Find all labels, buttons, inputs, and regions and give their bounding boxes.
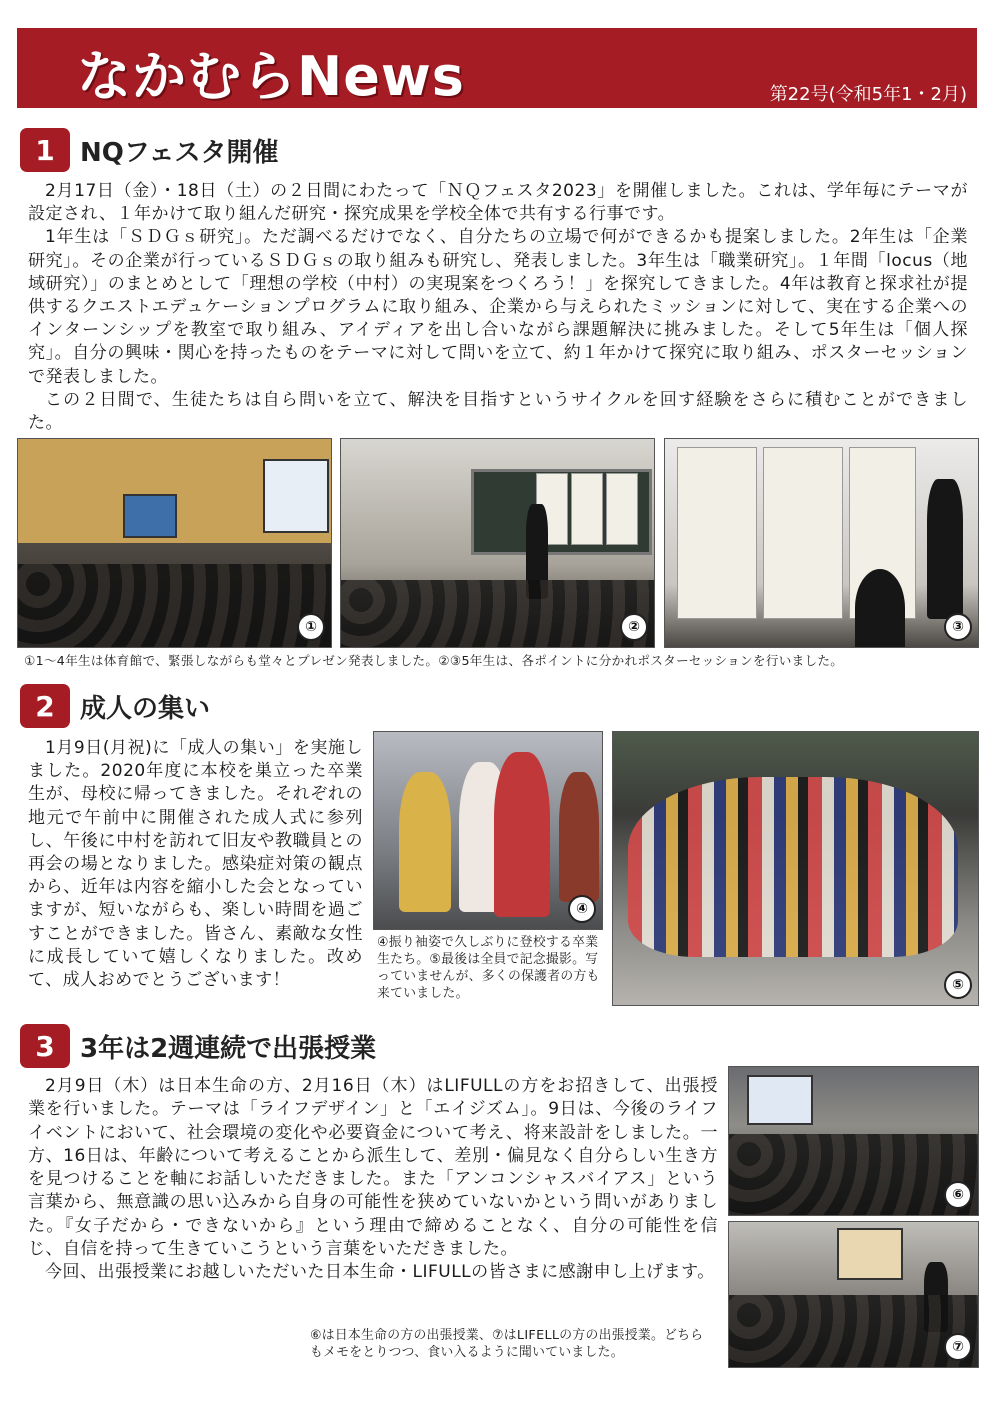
photo-number: ⑥: [944, 1181, 972, 1209]
section-2-caption: ④振り袖姿で久しぶりに登校する卒業生たち。⑤最後は全員で記念撮影。写っていませんが、多くの保護者の方も来ていました。: [377, 935, 600, 1001]
photo-number: ④: [568, 895, 596, 923]
newsletter-title: なかむらNews: [77, 45, 465, 108]
photo-lifull-lecture: [728, 1221, 979, 1368]
section-3-caption: ⑥は日本生命の方の出張授業、⑦はLIFELLの方の出張授業。どちらもメモをとりつつ、食い入るように聞いていました。: [310, 1328, 704, 1360]
paragraph: 今回、出張授業にお越しいただいた日本生命・LIFULLの皆さまに感謝申し上げます。: [45, 1262, 715, 1283]
photo-number: ①: [297, 613, 325, 641]
photo-number: ⑤: [944, 971, 972, 999]
section-1-body: [28, 180, 968, 435]
photo-number: ②: [620, 613, 648, 641]
photo-poster-session-classroom: [340, 438, 655, 648]
paragraph: 2月17日（金）・18日（土）の２日間にわたって「ＮＱフェスタ2023」を開催しました。これは、学年毎にテーマが設定され、１年かけて取り組んだ研究・探究成果を学校全体で共有する行事です。: [28, 181, 968, 225]
paragraph: 2月9日（木）は日本生命の方、2月16日（木）はLIFULLの方をお招きして、出張授業を行いました。テーマは「ライフデザイン」と「エイジズム」。9日は、今後のライフイベントにおいて、社会環境の変化や必要資金について考え、将来設計をしました。一方、16日は、年齢について考えることから派生して、差別・偏見なく自分らしい生き方を見つけることを軸にお話しいただきました。また「アンコンシャスバイアス」という言葉から、無意識の思い込みから自身の可能性を狭めていないかという問いがありました。『女子だから・できないから』という理由で締めることなく、自分の可能性を信じ、自信を持って生きていこうという言葉をいただきました。: [28, 1076, 718, 1260]
section-number: 2: [20, 684, 70, 728]
paragraph: この２日間で、生徒たちは自ら問いを立て、解決を目指すというサイクルを回す経験をさらに積むことができました。: [28, 389, 968, 434]
paragraph: 1年生は「ＳＤＧｓ研究」。ただ調べるだけでなく、自分たちの立場で何ができるかも提案しました。2年生は「企業研究」。その企業が行っているＳＤＧｓの取り組みも研究し、発表しました。3年生は「職業研究」。１年間「locus（地域研究）」のまとめとして「理想の学校（中村）の実現案をつくろう！」を探究してきました。4年は教育と探求社が提供するクエストエデュケーションプログラムに取り組み、企業から与えられたミッションに対して、実在する企業へのインターンシップを教室で取り組み、アイディアを出し合いながら課題解決に挑みました。そして5年生は「個人探究」。自分の興味・関心を持ったものをテーマに対して問いを立て、約１年かけて探究に取り組み、ポスターセッションで発表しました。: [28, 227, 968, 387]
photo-number: ③: [944, 613, 972, 641]
section-number: 1: [20, 128, 70, 172]
photo-nippon-life-lecture: [728, 1066, 979, 1216]
photo-gymnasium-presentation: [17, 438, 332, 648]
photo-graduates-kimono-walking: [373, 731, 603, 930]
section-1-caption: ①1～4年生は体育館で、緊張しながらも堂々とプレゼン発表しました。②③5年生は、各ポイントに分かれポスターセッションを行いました。: [24, 653, 844, 668]
section-3-body: [28, 1075, 718, 1285]
section-2-body: [28, 737, 363, 992]
photo-number: ⑦: [944, 1333, 972, 1361]
photo-poster-presenter: [664, 438, 979, 648]
issue-label: 第22号(令和5年1・2月): [769, 84, 967, 105]
photo-group-commemorative: [612, 731, 979, 1006]
section-title: NQフェスタ開催: [80, 138, 279, 168]
masthead-banner: [17, 28, 977, 108]
section-title: 成人の集い: [80, 694, 211, 724]
section-title: 3年は2週連続で出張授業: [80, 1034, 377, 1064]
paragraph: 1月9日(月祝)に「成人の集い」を実施しました。2020年度に本校を巣立った卒業生が、母校に帰ってきました。それぞれの地元で午前中に開催された成人式に参列し、午後に中村を訪れて旧友や教職員との再会の場となりました。感染症対策の観点から、近年は内容を縮小した会となっていますが、短いながらも、楽しい時間を過ごすことができました。皆さん、素敵な女性に成長していて嬉しくなりました。改めて、成人おめでとうございます！: [28, 738, 363, 991]
section-number: 3: [20, 1024, 70, 1068]
